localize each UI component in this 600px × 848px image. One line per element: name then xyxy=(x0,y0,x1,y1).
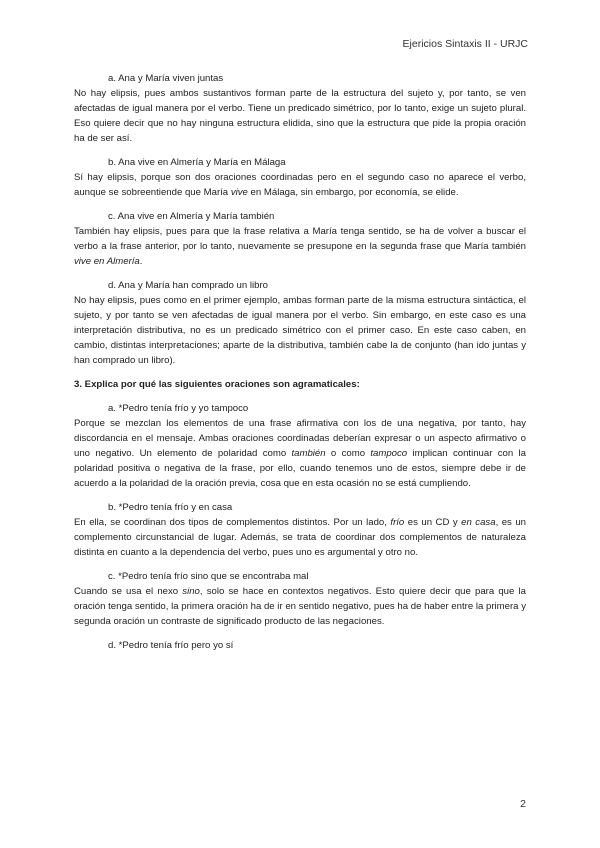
italic-term: también xyxy=(291,448,326,459)
italic-term: sino xyxy=(182,586,200,597)
text-segment: No hay elipsis, pues ambos sustantivos forman parte de la estructura del sujeto y, por tanto, se ven afectadas de igual manera por el verbo. Tiene un predicado simétrico, por lo tanto, exige un sujeto plural. Eso quiere decir que no hay ninguna estructura elidida, sino que la estructura que pide la propia oración ha de ser así. xyxy=(74,88,526,144)
exercise-item xyxy=(74,401,526,491)
example-sentence: b. *Pedro tenía frío y en casa xyxy=(108,502,233,513)
exercise-item xyxy=(74,569,526,629)
example-sentence: c. *Pedro tenía frío sino que se encontraba mal xyxy=(108,571,309,582)
text-segment: Sí hay elipsis, porque son dos oraciones coordinadas pero en el segundo caso no aparece el verbo, aunque se sobreentiende que María xyxy=(74,172,526,198)
explanation-paragraph xyxy=(74,86,526,146)
exercise-item xyxy=(74,71,526,146)
text-segment: No hay elipsis, pues como en el primer ejemplo, ambas forman parte de la misma estructura sintáctica, el sujeto, y por tanto se ven afectadas de igual manera por el verbo. Sin embargo, en este caso es una interpretación distributiva, no es un predicado simétrico con el primer caso. En este caso caben, en cambio, distintas interpretaciones; aparte de la distributiva, también cabe la de conjunto (han ido juntas y han comprado un libro). xyxy=(74,295,526,366)
exercise-item xyxy=(74,638,526,653)
text-segment: También hay elipsis, pues para que la frase relativa a María tenga sentido, se ha de volver a buscar el verbo a la frase anterior, por lo tanto, nuevamente se presupone en la segunda frase que María también xyxy=(74,226,526,252)
explanation-paragraph xyxy=(74,224,526,269)
text-segment: Cuando se usa el nexo xyxy=(74,586,183,597)
page-number: 2 xyxy=(520,798,526,810)
text-segment: En ella, se coordinan dos tipos de complementos distintos. Por un lado, xyxy=(74,517,391,528)
text-segment: . xyxy=(139,256,143,267)
text-segment: o como xyxy=(325,448,371,459)
exercise-item xyxy=(74,209,526,269)
explanation-paragraph xyxy=(74,416,526,491)
explanation-paragraph xyxy=(74,170,526,200)
section-heading: 3. Explica por qué las siguientes oraciones son agramaticales: xyxy=(74,379,360,390)
example-sentence: c. Ana vive en Almería y María también xyxy=(108,211,275,222)
text-segment: Porque se mezclan los elementos de una frase afirmativa con los de una negativa, por tanto, hay discordancia en el mensaje. Ambas oraciones coordinadas deberían expresar o un aspecto afirmativo o uno negativo. Un elemento de polaridad como xyxy=(74,418,526,459)
exercise-item xyxy=(74,155,526,200)
italic-term: tampoco xyxy=(370,448,408,459)
text-segment: , solo se hace en contextos negativos. Esto quiere decir que para que la oración tenga sentido, la primera oración ha de ir en sentido negativo, pues ha de haber entre la primera y segunda oración un contraste de significado producto de las negaciones. xyxy=(74,586,526,627)
ellipsis-exercise-list xyxy=(74,71,526,368)
example-sentence: d. *Pedro tenía frío pero yo sí xyxy=(108,640,234,651)
example-sentence: a. Ana y María viven juntas xyxy=(108,73,224,84)
text-segment: implican continuar con la polaridad positiva o negativa de la frase, por ello, cuando tenemos uno de estos, siempre debe ir de acuerdo a la polaridad de la oración previa, cosa que en esta ocasión no se está cumpliendo. xyxy=(74,448,526,489)
text-segment: , es un complemento circunstancial de lugar. Además, se trata de coordinar dos complementos de naturaleza distinta en cuanto a la dependencia del verbo, pues uno es argumental y otro no. xyxy=(74,517,526,558)
italic-term: en casa xyxy=(461,517,496,528)
explanation-paragraph xyxy=(74,293,526,368)
text-segment: en Málaga, sin embargo, por economía, se elide. xyxy=(247,187,459,198)
example-sentence: a. *Pedro tenía frío y yo tampoco xyxy=(108,403,249,414)
text-segment: es un CD y xyxy=(404,517,462,528)
exercise-item xyxy=(74,278,526,368)
italic-term: vive en Almería xyxy=(74,256,140,267)
page-content xyxy=(74,66,526,662)
example-sentence: d. Ana y María han comprado un libro xyxy=(108,280,268,291)
example-sentence: b. Ana vive en Almería y María en Málaga xyxy=(108,157,286,168)
italic-term: frío xyxy=(390,517,405,528)
running-header: Ejericios Sintaxis II - URJC xyxy=(402,38,528,50)
exercise-item xyxy=(74,500,526,560)
italic-term: vive xyxy=(230,187,248,198)
explanation-paragraph xyxy=(74,515,526,560)
ungrammatical-exercise-list xyxy=(74,401,526,653)
explanation-paragraph xyxy=(74,584,526,629)
